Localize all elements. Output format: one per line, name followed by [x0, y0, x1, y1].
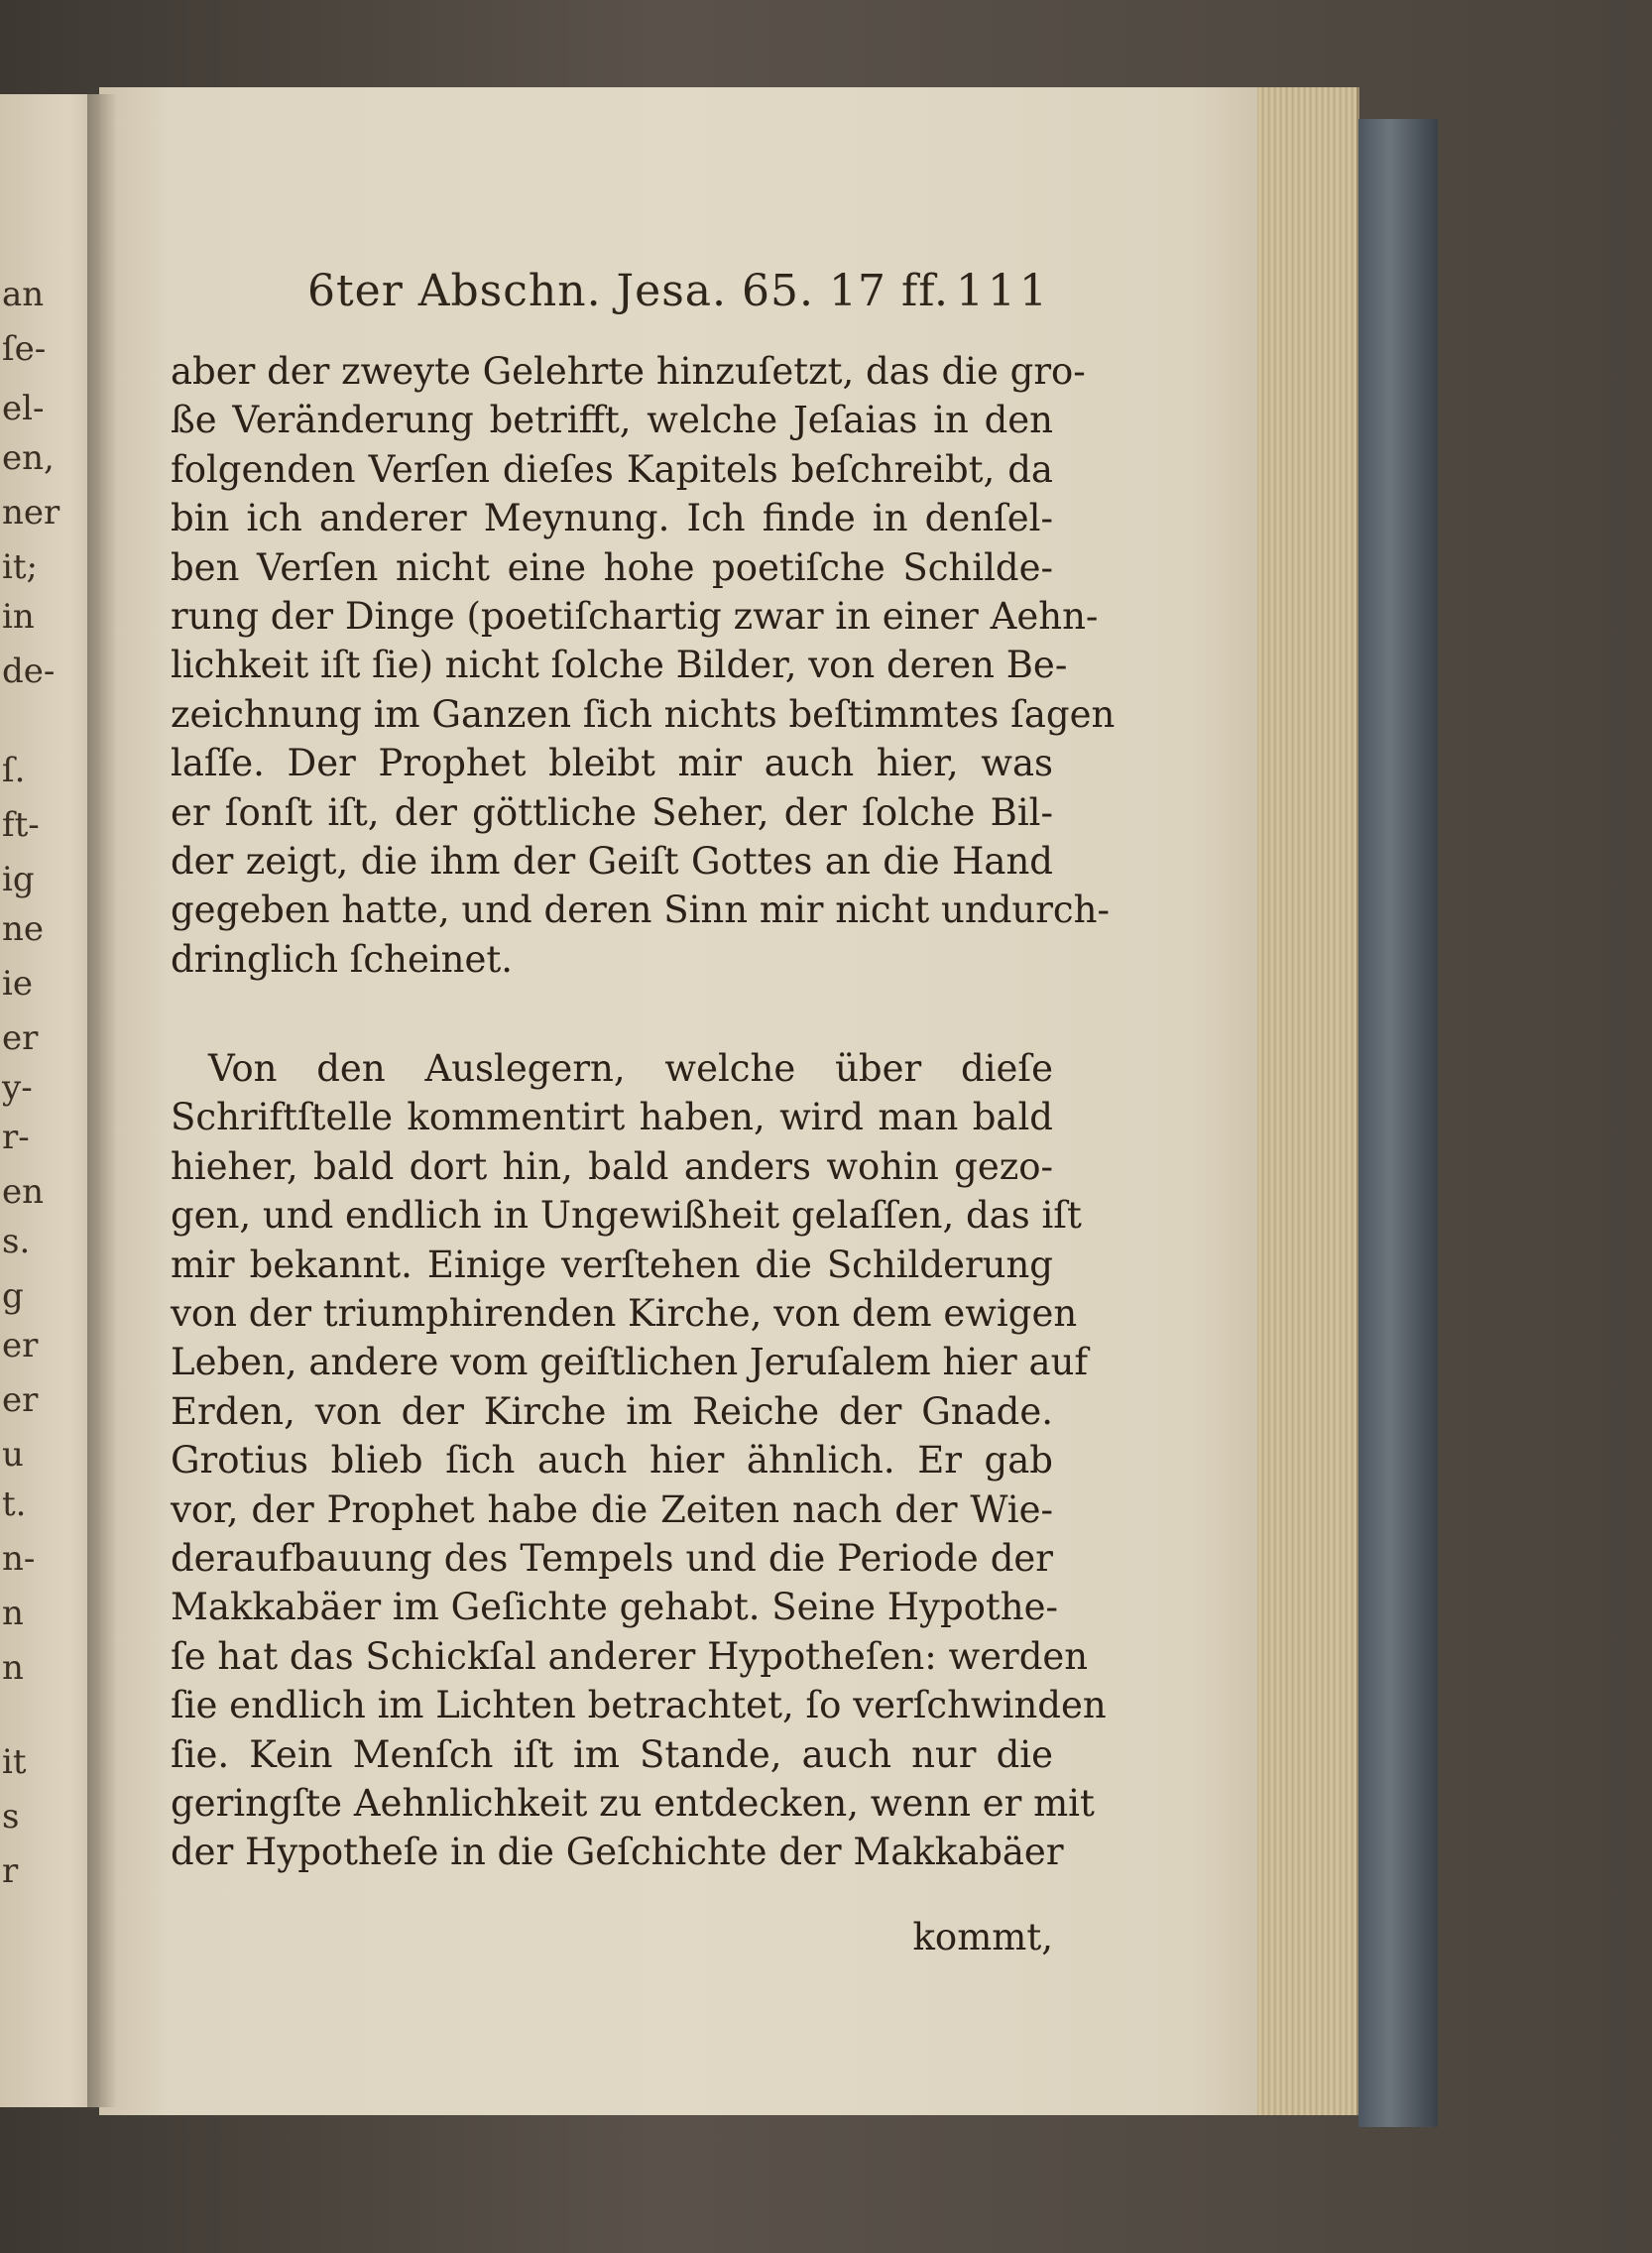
- text-line: mir bekannt. Einige verſtehen die Schilderung: [171, 1244, 1053, 1286]
- text-line: rung der Dinge (poetiſchartig zwar in einer Aehn-: [171, 595, 1099, 638]
- text-line: er ſonſt iſt, der göttliche Seher, der ſolche Bil-: [171, 791, 1053, 834]
- text-line: gegeben hatte, und deren Sinn mir nicht undurch-: [171, 889, 1110, 931]
- left-page-fragment: in: [2, 597, 35, 637]
- text-line: lichkeit iſt ſie) nicht ſolche Bilder, von deren Be-: [171, 644, 1068, 686]
- page-edges: [1257, 87, 1359, 2115]
- text-line: folgenden Verſen dieſes Kapitels beſchreibt, da: [171, 448, 1053, 491]
- text-line: laſſe. Der Prophet bleibt mir auch hier, was: [171, 742, 1053, 784]
- text-line: gen, und endlich in Ungewißheit gelaſſen, das iſt: [171, 1194, 1082, 1237]
- left-page-fragment: an: [2, 275, 45, 314]
- book-cover-edge: [1358, 119, 1438, 2127]
- text-line: Grotius blieb ſich auch hier ähnlich. Er gab: [171, 1439, 1053, 1482]
- text-line: von der triumphirenden Kirche, von dem ewigen: [171, 1292, 1078, 1335]
- text-line: deraufbauung des Tempels und die Periode der: [171, 1537, 1053, 1580]
- text-line: bin ich anderer Meynung. Ich finde in denſel-: [171, 497, 1053, 539]
- running-header: [307, 266, 1051, 325]
- text-line: ben Verſen nicht eine hohe poetiſche Schilde-: [171, 546, 1053, 589]
- page-number: 111: [956, 266, 1051, 316]
- left-page-fragment: n: [2, 1594, 24, 1633]
- left-page-fragment: ner: [2, 493, 60, 533]
- left-page-fragment: ſe-: [2, 329, 47, 369]
- gutter-shadow: [87, 94, 117, 2107]
- left-page-fragment: r-: [2, 1118, 30, 1157]
- running-title: 6ter Abschn. Jesa. 65. 17 ff.: [307, 266, 949, 316]
- text-line: dringlich ſcheinet.: [171, 938, 514, 981]
- left-page-fragment: de-: [2, 652, 56, 691]
- left-page-fragment: t.: [2, 1484, 27, 1524]
- text-line: Schriftſtelle kommentirt haben, wird man bald: [171, 1096, 1053, 1138]
- text-line: Makkabäer im Geſichte gehabt. Seine Hypothe-: [171, 1586, 1059, 1628]
- text-line: der Hypotheſe in die Geſchichte der Makkabäer: [171, 1831, 1064, 1873]
- left-page-fragment: s: [2, 1797, 20, 1837]
- text-line: vor, der Prophet habe die Zeiten nach der Wie-: [171, 1488, 1053, 1531]
- left-page-fragment: n-: [2, 1539, 36, 1579]
- left-page-fragment: en: [2, 1172, 45, 1212]
- text-line: hieher, bald dort hin, bald anders wohin gezo-: [171, 1145, 1053, 1188]
- text-line: aber der zweyte Gelehrte hinzuſetzt, das die gro-: [171, 350, 1086, 393]
- left-page-fragment: er: [2, 1380, 39, 1420]
- left-page-fragment: ne: [2, 909, 45, 949]
- text-line: ſie. Kein Menſch iſt im Stande, auch nur die: [171, 1733, 1053, 1776]
- text-line: ſe hat das Schickſal anderer Hypotheſen: werden: [171, 1635, 1089, 1678]
- text-line: der zeigt, die ihm der Geiſt Gottes an die Hand: [171, 840, 1053, 883]
- left-page-fragment: el-: [2, 389, 45, 428]
- text-line: geringſte Aehnlichkeit zu entdecken, wenn er mit: [171, 1782, 1095, 1825]
- text-line: ſie endlich im Lichten betrachtet, ſo verſchwinden: [171, 1684, 1107, 1726]
- left-page-fragment: er: [2, 1018, 39, 1058]
- left-page-fragment: er: [2, 1326, 39, 1365]
- text-line: Erden, von der Kirche im Reiche der Gnade.: [171, 1390, 1053, 1433]
- left-page-fragment: r: [2, 1851, 19, 1891]
- left-page-fragment: ſ.: [2, 751, 26, 790]
- left-page-fragment: ie: [2, 964, 33, 1004]
- text-line: zeichnung im Ganzen ſich nichts beſtimmtes ſagen: [171, 693, 1116, 736]
- left-page-fragment: g: [2, 1276, 24, 1316]
- left-page-fragment: en,: [2, 438, 55, 478]
- left-page-fragment: y-: [2, 1068, 33, 1108]
- left-page-fragment: u: [2, 1435, 24, 1475]
- left-page-edge: [0, 94, 99, 2107]
- left-page-fragment: ig: [2, 860, 35, 899]
- catchword: kommt,: [912, 1916, 1053, 1958]
- left-page-fragment: ft-: [2, 805, 40, 845]
- left-page-fragment: s.: [2, 1222, 31, 1261]
- left-page-fragment: it: [2, 1742, 27, 1782]
- left-page-fragment: n: [2, 1648, 24, 1688]
- text-line: ße Veränderung betrifft, welche Jeſaias in den: [171, 399, 1053, 441]
- text-line: Von den Auslegern, welche über dieſe: [208, 1047, 1053, 1090]
- text-line: Leben, andere vom geiſtlichen Jeruſalem hier auf: [171, 1341, 1089, 1383]
- left-page-fragment: it;: [2, 547, 38, 587]
